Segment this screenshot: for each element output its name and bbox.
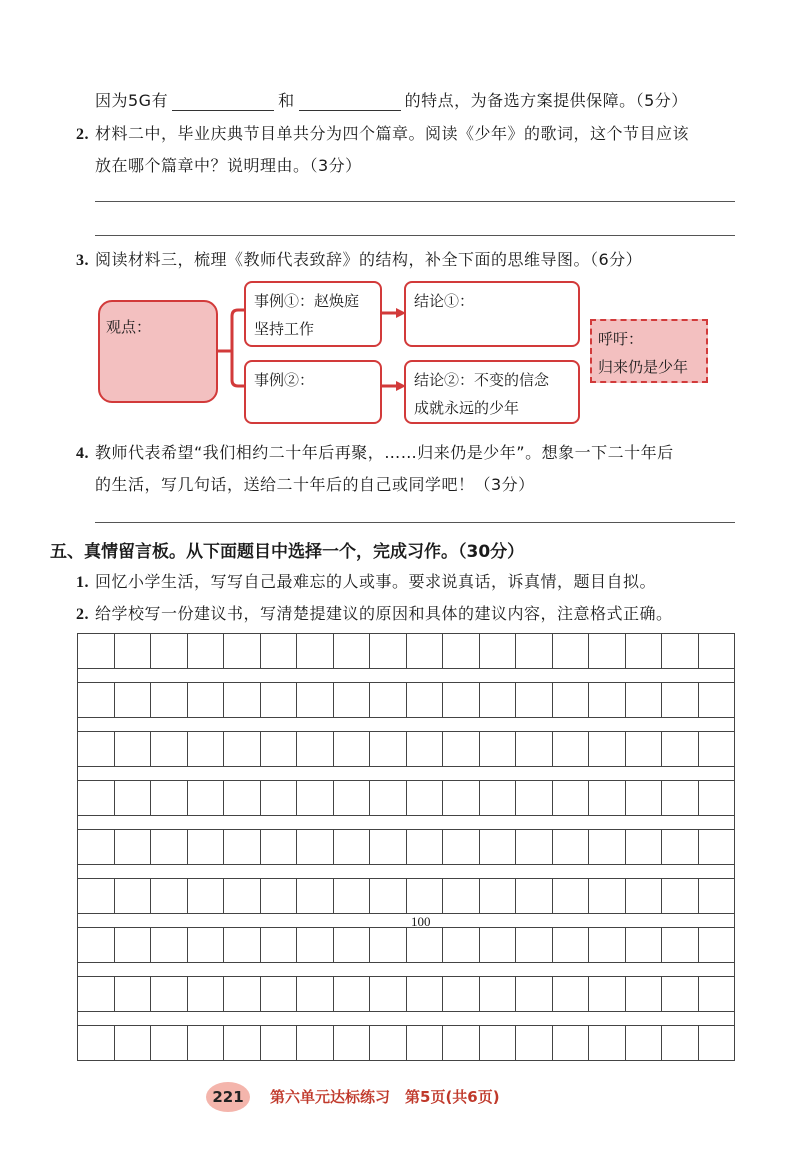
grid-cell[interactable] (443, 830, 480, 864)
grid-cell[interactable] (188, 977, 225, 1011)
call-line-1: 呼吁： (598, 330, 644, 348)
grid-row (77, 1025, 735, 1061)
grid-cell[interactable] (516, 683, 553, 717)
grid-cell[interactable] (553, 830, 590, 864)
grid-cell[interactable] (662, 977, 699, 1011)
grid-cell[interactable] (261, 928, 298, 962)
grid-cell[interactable] (626, 634, 663, 668)
grid-cell[interactable] (553, 683, 590, 717)
grid-cell[interactable] (78, 1026, 115, 1060)
q2-answer-line-2[interactable] (95, 235, 735, 236)
grid-cell[interactable] (334, 1026, 371, 1060)
grid-cell[interactable] (662, 1026, 699, 1060)
example-2-box[interactable] (244, 360, 382, 424)
grid-cell[interactable] (297, 1026, 334, 1060)
item-1-number: 1. (76, 574, 89, 591)
q4-number: 4. (76, 445, 89, 462)
grid-cell[interactable] (589, 732, 626, 766)
grid-cell[interactable] (589, 977, 626, 1011)
viewpoint-label: 观点： (106, 318, 152, 336)
item-2-text: 给学校写一份建议书，写清楚提建议的原因和具体的建议内容，注意格式正确。 (95, 604, 673, 623)
grid-cell[interactable] (443, 928, 480, 962)
grid-cell[interactable] (407, 879, 444, 913)
grid-cell[interactable] (261, 634, 298, 668)
grid-cell[interactable] (261, 1026, 298, 1060)
grid-cell[interactable] (662, 830, 699, 864)
grid-cell[interactable] (443, 732, 480, 766)
grid-cell[interactable] (261, 977, 298, 1011)
grid-cell[interactable] (297, 830, 334, 864)
grid-cell[interactable] (553, 634, 590, 668)
grid-cell[interactable] (480, 1026, 517, 1060)
grid-cell[interactable] (297, 781, 334, 815)
grid-cell[interactable] (407, 1026, 444, 1060)
grid-cell[interactable] (188, 928, 225, 962)
q1-middle: 和 (278, 91, 295, 110)
grid-cell[interactable] (297, 732, 334, 766)
grid-cell[interactable] (334, 683, 371, 717)
grid-cell[interactable] (516, 830, 553, 864)
grid-cell[interactable] (699, 634, 736, 668)
grid-cell[interactable] (224, 928, 261, 962)
section-5-item-2 (76, 601, 673, 624)
call-box[interactable] (590, 319, 708, 383)
grid-cell[interactable] (151, 928, 188, 962)
grid-cell[interactable] (589, 879, 626, 913)
grid-cell[interactable] (151, 977, 188, 1011)
grid-cell[interactable] (407, 683, 444, 717)
grid-cell[interactable] (370, 1026, 407, 1060)
grid-cell[interactable] (224, 634, 261, 668)
q1-suffix: 的特点，为备选方案提供保障。（5分） (404, 91, 688, 110)
q1-blank-2[interactable] (299, 94, 401, 111)
conclusion-1-label: 结论①： (414, 292, 475, 310)
viewpoint-box[interactable] (98, 300, 218, 403)
grid-cell[interactable] (334, 781, 371, 815)
grid-cell[interactable] (516, 977, 553, 1011)
grid-cell[interactable] (224, 781, 261, 815)
grid-cell[interactable] (699, 732, 736, 766)
grid-cell[interactable] (626, 879, 663, 913)
grid-cell[interactable] (443, 879, 480, 913)
grid-cell[interactable] (297, 928, 334, 962)
grid-cell[interactable] (78, 732, 115, 766)
page-number-badge: 221 (206, 1082, 250, 1112)
q4-line-1 (76, 440, 674, 463)
grid-row (77, 878, 735, 914)
writing-grid[interactable] (77, 633, 735, 1061)
grid-cell[interactable] (115, 732, 152, 766)
grid-cell[interactable] (115, 977, 152, 1011)
grid-cell[interactable] (78, 634, 115, 668)
footer-label: 第六单元达标练习 第5页(共6页) (270, 1088, 500, 1106)
conclusion-2-line-2: 成就永远的少年 (414, 399, 520, 417)
grid-cell[interactable] (443, 977, 480, 1011)
grid-cell[interactable] (699, 1026, 736, 1060)
grid-cell[interactable] (516, 781, 553, 815)
grid-cell[interactable] (151, 732, 188, 766)
grid-cell[interactable] (480, 683, 517, 717)
grid-cell[interactable] (297, 977, 334, 1011)
grid-count-marker: 100 (411, 914, 431, 929)
grid-row (77, 633, 735, 669)
grid-cell[interactable] (480, 781, 517, 815)
q3-line (76, 247, 642, 270)
grid-cell[interactable] (443, 781, 480, 815)
grid-cell[interactable] (407, 830, 444, 864)
grid-cell[interactable] (626, 1026, 663, 1060)
grid-cell[interactable] (480, 634, 517, 668)
grid-cell[interactable] (407, 781, 444, 815)
grid-cell[interactable] (297, 634, 334, 668)
q2-line-2: 放在哪个篇章中？说明理由。（3分） (95, 156, 362, 175)
grid-cell[interactable] (626, 928, 663, 962)
grid-row-gap (77, 669, 735, 682)
grid-cell[interactable] (334, 634, 371, 668)
grid-cell[interactable] (662, 781, 699, 815)
grid-cell[interactable] (115, 683, 152, 717)
grid-cell[interactable] (480, 977, 517, 1011)
grid-cell[interactable] (553, 879, 590, 913)
grid-cell[interactable] (553, 1026, 590, 1060)
grid-cell[interactable] (224, 683, 261, 717)
grid-cell[interactable] (261, 683, 298, 717)
grid-cell[interactable] (151, 683, 188, 717)
conclusion-2-line-1: 结论②：不变的信念 (414, 371, 550, 389)
grid-row (77, 731, 735, 767)
grid-cell[interactable] (188, 1026, 225, 1060)
grid-cell[interactable] (188, 879, 225, 913)
grid-cell[interactable] (115, 1026, 152, 1060)
grid-row (77, 829, 735, 865)
grid-cell[interactable] (334, 732, 371, 766)
grid-cell[interactable] (151, 634, 188, 668)
grid-cell[interactable] (261, 879, 298, 913)
q2-text-1: 材料二中，毕业庆典节目单共分为四个篇章。阅读《少年》的歌词，这个节目应该 (95, 124, 690, 143)
grid-row-gap (77, 718, 735, 731)
grid-cell[interactable] (662, 879, 699, 913)
grid-cell[interactable] (407, 977, 444, 1011)
grid-cell[interactable] (224, 732, 261, 766)
grid-row (77, 927, 735, 963)
grid-cell[interactable] (662, 634, 699, 668)
grid-cell[interactable] (480, 928, 517, 962)
grid-cell[interactable] (370, 928, 407, 962)
grid-cell[interactable] (553, 732, 590, 766)
q1-tail-line (95, 88, 688, 111)
grid-cell[interactable] (370, 634, 407, 668)
conclusion-2-box[interactable] (404, 360, 580, 424)
grid-cell[interactable] (443, 1026, 480, 1060)
grid-cell[interactable] (480, 732, 517, 766)
grid-cell[interactable] (407, 928, 444, 962)
grid-cell[interactable] (188, 830, 225, 864)
grid-cell[interactable] (188, 732, 225, 766)
grid-row (77, 976, 735, 1012)
q4-answer-line[interactable] (95, 522, 735, 523)
grid-cell[interactable] (151, 879, 188, 913)
q2-answer-line-1[interactable] (95, 201, 735, 202)
grid-cell[interactable] (589, 830, 626, 864)
grid-cell[interactable] (78, 781, 115, 815)
grid-cell[interactable] (78, 683, 115, 717)
grid-cell[interactable] (516, 879, 553, 913)
grid-cell[interactable] (370, 683, 407, 717)
item-1-text: 回忆小学生活，写写自己最难忘的人或事。要求说真话，诉真情，题目自拟。 (95, 572, 657, 591)
grid-cell[interactable] (115, 781, 152, 815)
grid-cell[interactable] (224, 830, 261, 864)
grid-cell[interactable] (261, 781, 298, 815)
grid-cell[interactable] (297, 879, 334, 913)
grid-cell[interactable] (699, 830, 736, 864)
grid-cell[interactable] (480, 830, 517, 864)
grid-row-gap (77, 914, 735, 927)
grid-cell[interactable] (662, 683, 699, 717)
grid-cell[interactable] (662, 928, 699, 962)
grid-cell[interactable] (334, 928, 371, 962)
grid-cell[interactable] (115, 928, 152, 962)
item-2-number: 2. (76, 606, 89, 623)
grid-cell[interactable] (589, 683, 626, 717)
grid-cell[interactable] (407, 732, 444, 766)
grid-cell[interactable] (188, 683, 225, 717)
example-2-label: 事例②： (254, 371, 315, 389)
q3-text: 阅读材料三，梳理《教师代表致辞》的结构，补全下面的思维导图。（6分） (95, 250, 643, 269)
example-1-line-1: 事例①：赵焕庭 (254, 292, 360, 310)
grid-cell[interactable] (662, 732, 699, 766)
grid-cell[interactable] (188, 781, 225, 815)
grid-cell[interactable] (115, 879, 152, 913)
grid-cell[interactable] (334, 879, 371, 913)
grid-cell[interactable] (516, 732, 553, 766)
grid-cell[interactable] (626, 683, 663, 717)
grid-cell[interactable] (699, 781, 736, 815)
q1-blank-1[interactable] (172, 94, 274, 111)
q4-line-2: 的生活，写几句话，送给二十年后的自己或同学吧！（3分） (95, 475, 535, 494)
example-1-line-2: 坚持工作 (254, 320, 315, 338)
grid-row-gap (77, 767, 735, 780)
grid-cell[interactable] (589, 1026, 626, 1060)
grid-cell[interactable] (553, 781, 590, 815)
grid-cell[interactable] (224, 879, 261, 913)
grid-cell[interactable] (78, 928, 115, 962)
grid-cell[interactable] (151, 781, 188, 815)
grid-cell[interactable] (224, 1026, 261, 1060)
grid-cell[interactable] (626, 781, 663, 815)
grid-row (77, 780, 735, 816)
grid-cell[interactable] (151, 830, 188, 864)
grid-cell[interactable] (78, 879, 115, 913)
grid-row-gap (77, 1012, 735, 1025)
grid-cell[interactable] (480, 879, 517, 913)
grid-cell[interactable] (261, 830, 298, 864)
grid-cell[interactable] (370, 830, 407, 864)
grid-cell[interactable] (370, 879, 407, 913)
grid-cell[interactable] (699, 683, 736, 717)
grid-row (77, 682, 735, 718)
grid-cell[interactable] (589, 634, 626, 668)
grid-row-gap (77, 865, 735, 878)
grid-cell[interactable] (297, 683, 334, 717)
grid-cell[interactable] (261, 732, 298, 766)
call-line-2: 归来仍是少年 (598, 358, 689, 376)
grid-cell[interactable] (626, 830, 663, 864)
conclusion-1-box[interactable] (404, 281, 580, 347)
grid-cell[interactable] (443, 634, 480, 668)
q2-line-1 (76, 121, 689, 144)
grid-cell[interactable] (78, 977, 115, 1011)
grid-cell[interactable] (516, 1026, 553, 1060)
grid-cell[interactable] (115, 830, 152, 864)
grid-cell[interactable] (553, 928, 590, 962)
grid-cell[interactable] (699, 879, 736, 913)
grid-cell[interactable] (370, 781, 407, 815)
grid-cell[interactable] (370, 732, 407, 766)
example-1-box[interactable] (244, 281, 382, 347)
grid-cell[interactable] (626, 732, 663, 766)
grid-cell[interactable] (553, 977, 590, 1011)
grid-cell[interactable] (334, 830, 371, 864)
q1-prefix: 因为5G有 (95, 91, 169, 110)
grid-cell[interactable] (589, 928, 626, 962)
grid-cell[interactable] (188, 634, 225, 668)
grid-cell[interactable] (78, 830, 115, 864)
grid-cell[interactable] (699, 977, 736, 1011)
grid-cell[interactable] (626, 977, 663, 1011)
section-5-item-1 (76, 569, 656, 592)
grid-row-gap (77, 816, 735, 829)
q4-text-1: 教师代表希望“我们相约二十年后再聚，……归来仍是少年”。想象一下二十年后 (95, 443, 674, 462)
grid-cell[interactable] (516, 634, 553, 668)
grid-cell[interactable] (589, 781, 626, 815)
grid-cell[interactable] (151, 1026, 188, 1060)
grid-cell[interactable] (115, 634, 152, 668)
grid-row-gap (77, 963, 735, 976)
grid-cell[interactable] (516, 928, 553, 962)
grid-cell[interactable] (370, 977, 407, 1011)
grid-cell[interactable] (443, 683, 480, 717)
grid-cell[interactable] (334, 977, 371, 1011)
grid-cell[interactable] (407, 634, 444, 668)
section-5-title: 五、真情留言板。从下面题目中选择一个，完成习作。（30分） (50, 542, 525, 562)
grid-cell[interactable] (224, 977, 261, 1011)
q2-number: 2. (76, 126, 89, 143)
grid-cell[interactable] (699, 928, 736, 962)
q3-number: 3. (76, 252, 89, 269)
